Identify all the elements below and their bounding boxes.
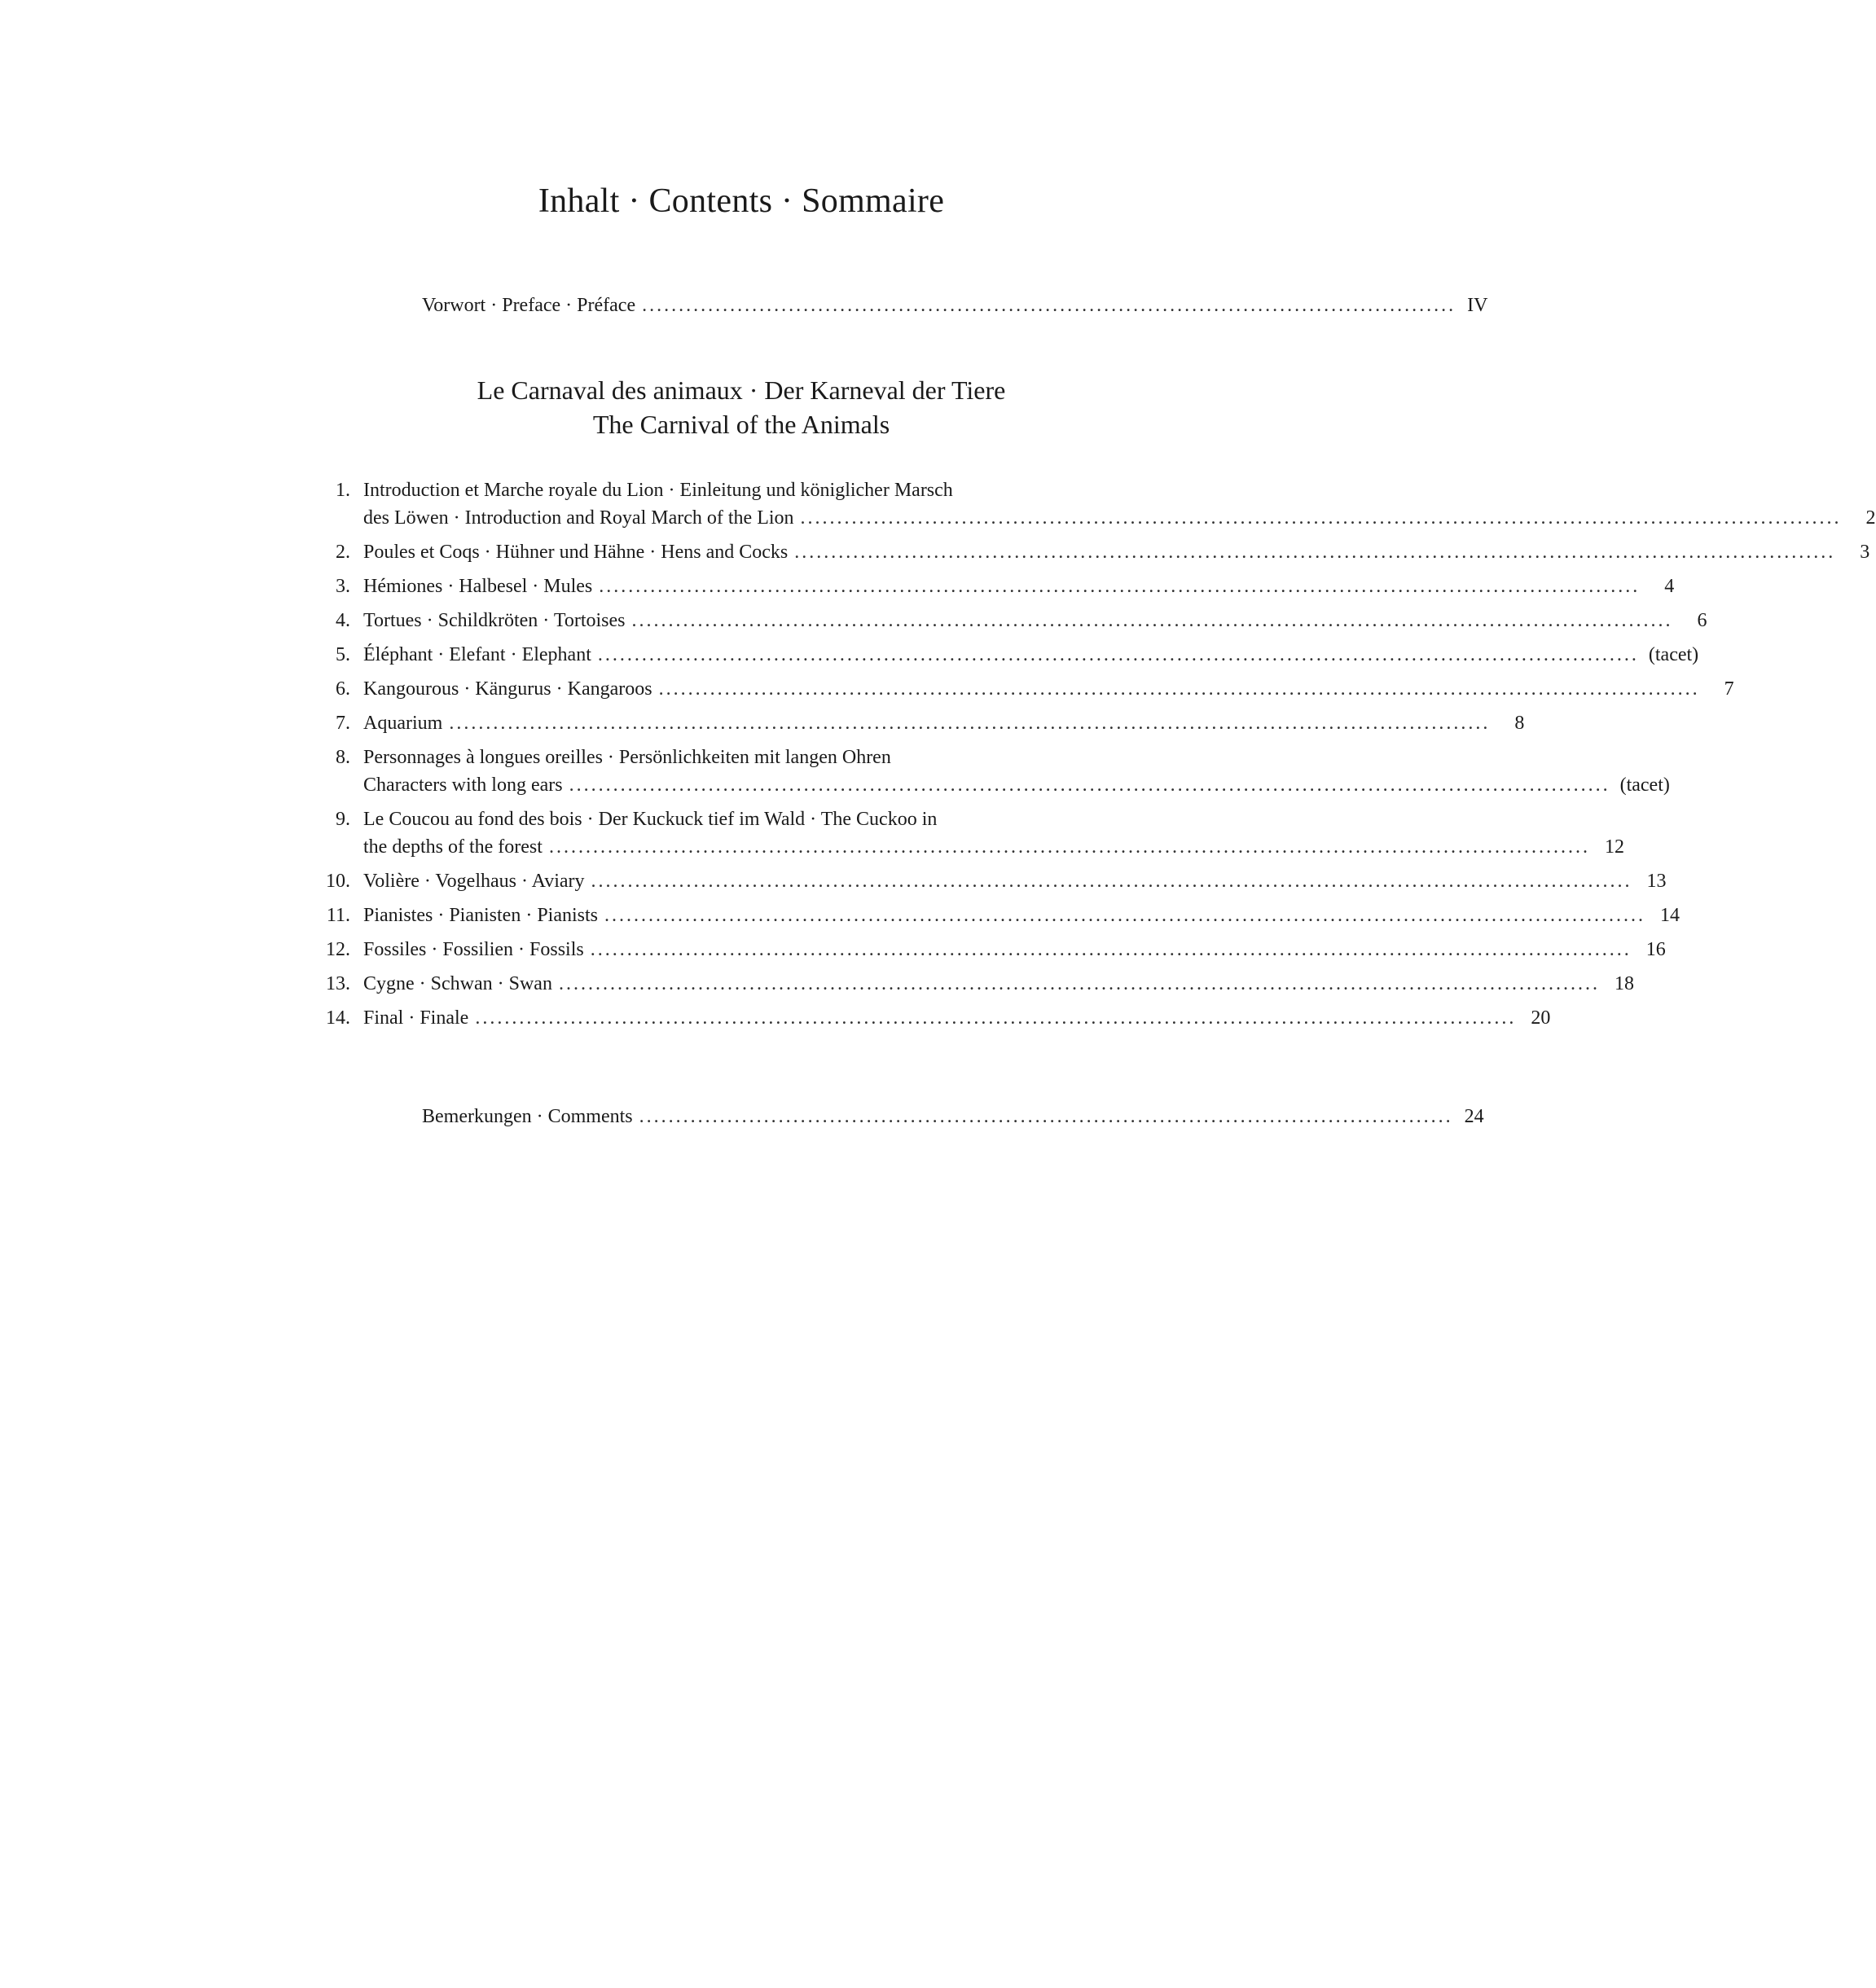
- toc-entry[interactable]: [310, 936, 1666, 963]
- toc-entry-page: 6: [1697, 610, 1707, 631]
- toc-entry-number: 4.: [336, 610, 350, 631]
- toc-entry-number: 2.: [336, 542, 350, 563]
- toc-entry-title: Personnages à longues oreilles · Persönlichkeiten mit langen Ohren: [363, 747, 891, 768]
- toc-entry-title: Fossiles · Fossilien · Fossils: [363, 939, 584, 960]
- toc-entry-number: 6.: [336, 678, 350, 700]
- dot-leader: ..............................................................................................................................................: [658, 678, 1700, 700]
- dot-leader: ..............................................................................................................................................: [800, 507, 1842, 529]
- toc-entry-title: Poules et Coqs · Hühner und Hähne · Hens and Cocks: [363, 542, 789, 563]
- toc-entry-number: 12.: [326, 939, 350, 960]
- work-title-line2: The Carnival of the Animals: [592, 410, 890, 439]
- toc-entry-row: [363, 538, 1869, 566]
- toc-entry-body: [363, 805, 1624, 861]
- toc-entry-row: [363, 641, 1698, 669]
- toc-entry-number: 7.: [336, 713, 350, 734]
- dot-leader: ...............................................................................................................: [639, 1106, 1453, 1127]
- toc-entry[interactable]: [310, 902, 1680, 929]
- toc-entry-page: 8: [1514, 713, 1525, 734]
- toc-entry-body: [363, 538, 1869, 566]
- toc-entry-body: [363, 744, 1670, 799]
- toc-comments-page: 24: [1464, 1106, 1484, 1127]
- toc-entry-row: [363, 902, 1680, 929]
- page-title: Inhalt · Contents · Sommaire: [538, 182, 945, 220]
- toc-entry-number: 3.: [336, 576, 350, 597]
- toc-entry-title: Final · Finale: [363, 1007, 469, 1029]
- dot-leader: ..............................................................................................................................................: [558, 973, 1600, 994]
- toc-entry-title: Volière · Vogelhaus · Aviary: [363, 871, 585, 892]
- toc-entry-page: 18: [1614, 973, 1634, 994]
- toc-entry-row: [363, 675, 1734, 703]
- toc-entry-title: Kangourous · Kängurus · Kangaroos: [363, 678, 652, 700]
- toc-entry-row: [363, 805, 1624, 833]
- toc-entry-page: 2: [1865, 507, 1876, 529]
- work-title: [0, 373, 1483, 441]
- toc-entry-row: [363, 573, 1674, 600]
- toc-comments[interactable]: [422, 1103, 1484, 1130]
- toc-entry[interactable]: [310, 476, 1876, 532]
- toc-entry-title-continued: Characters with long ears: [363, 775, 563, 796]
- toc-entry-row: [363, 1004, 1550, 1032]
- toc-entry-page: 13: [1646, 871, 1667, 892]
- toc-entry-body: [363, 867, 1667, 895]
- toc-entry[interactable]: [310, 573, 1675, 600]
- toc-entry-row: [363, 744, 1670, 771]
- toc-entry-title-continued: the depths of the forest: [363, 836, 543, 858]
- toc-entry-row: [363, 771, 1670, 799]
- toc-entry-page: 3: [1860, 542, 1870, 563]
- toc-entry[interactable]: [310, 867, 1667, 895]
- toc-entry-number: 9.: [336, 809, 350, 830]
- work-title-line1: Le Carnaval des animaux · Der Karneval der Tiere: [477, 375, 1006, 405]
- toc-entry-body: [363, 607, 1707, 634]
- toc-entry-page: 4: [1664, 576, 1675, 597]
- toc-entry-title: Introduction et Marche royale du Lion · Einleitung und königlicher Marsch: [363, 480, 953, 501]
- toc-entry-page: 12: [1604, 836, 1624, 858]
- toc-entry-body: [363, 1004, 1550, 1032]
- toc-entry-body: [363, 709, 1524, 737]
- toc-entry-title: Éléphant · Elefant · Elephant: [363, 644, 591, 665]
- toc-entry-title: Cygne · Schwan · Swan: [363, 973, 552, 994]
- toc-entry[interactable]: [310, 675, 1734, 703]
- toc-entry-title: Hémiones · Halbesel · Mules: [363, 576, 593, 597]
- dot-leader: ..............................................................................................................................................: [548, 836, 1590, 858]
- toc-preface-title: Vorwort · Preface · Préface: [422, 295, 636, 316]
- toc-entry-title: Pianistes · Pianisten · Pianists: [363, 905, 598, 926]
- toc-entry-body: [363, 936, 1666, 963]
- dot-leader: ..............................................................................................................................................: [597, 644, 1639, 665]
- toc-entry-body: [363, 573, 1674, 600]
- toc-entry-row: [363, 867, 1667, 895]
- toc-entry[interactable]: [310, 1004, 1551, 1032]
- toc-entry[interactable]: [310, 970, 1634, 998]
- toc-entry-number: 14.: [326, 1007, 350, 1029]
- toc-entry-page: 7: [1724, 678, 1734, 700]
- toc-entry-body: [363, 641, 1698, 669]
- dot-leader: ..............................................................................................................................................: [590, 939, 1632, 960]
- toc-entry-title: Tortues · Schildkröten · Tortoises: [363, 610, 626, 631]
- toc-entry-page: (tacet): [1648, 644, 1699, 665]
- toc-preface[interactable]: [422, 292, 1488, 319]
- toc-entry-page: 16: [1645, 939, 1666, 960]
- dot-leader: ..............................................................................................................................................: [631, 610, 1673, 631]
- toc-entry-title-continued: des Löwen · Introduction and Royal March of the Lion: [363, 507, 794, 529]
- toc-entry-row: [363, 833, 1624, 861]
- toc-entry[interactable]: [310, 744, 1670, 799]
- toc-entry-number: 8.: [336, 747, 350, 768]
- dot-leader: ..............................................................................................................................................: [449, 713, 1491, 734]
- toc-entry-number: 1.: [336, 480, 350, 501]
- toc-entry[interactable]: [310, 607, 1707, 634]
- toc-entry-row: [363, 607, 1707, 634]
- toc-entry-page: 20: [1531, 1007, 1551, 1029]
- toc-entry-number: 5.: [336, 644, 350, 665]
- dot-leader: ..............................................................................................................................................: [604, 905, 1645, 926]
- dot-leader: ..............................................................................................................................................: [591, 871, 1632, 892]
- toc-entry-body: [363, 476, 1876, 532]
- toc-entry-body: [363, 675, 1734, 703]
- toc-entry-body: [363, 902, 1680, 929]
- toc-entry-title: Aquarium: [363, 713, 443, 734]
- toc-entry[interactable]: [310, 538, 1870, 566]
- toc-entry-row: [363, 476, 1876, 504]
- toc-entry[interactable]: [310, 641, 1699, 669]
- toc-entry-number: 11.: [326, 905, 350, 926]
- dot-leader: ..............................................................................................................................................: [569, 775, 1610, 796]
- toc-entry-title: Le Coucou au fond des bois · Der Kuckuck tief im Wald · The Cuckoo in: [363, 809, 938, 830]
- toc-entry-page: 14: [1660, 905, 1680, 926]
- toc-comments-title: Bemerkungen · Comments: [422, 1106, 633, 1127]
- toc-entry-row: [363, 709, 1524, 737]
- dot-leader: ..............................................................................................................................................: [599, 576, 1641, 597]
- dot-leader: ..............................................................................................................................................: [475, 1007, 1517, 1029]
- toc-entry-number: 10.: [326, 871, 350, 892]
- toc-entry-row: [363, 936, 1666, 963]
- toc-entry-body: [363, 970, 1634, 998]
- toc-entry-row: [363, 970, 1634, 998]
- toc-entry-page: (tacet): [1619, 775, 1670, 796]
- toc-entry-number: 13.: [326, 973, 350, 994]
- toc-entry-row: [363, 504, 1876, 532]
- toc-preface-page: IV: [1467, 295, 1488, 316]
- toc-list: [310, 476, 1876, 1038]
- toc-entry[interactable]: [310, 805, 1624, 861]
- dot-leader: ...............................................................................................................: [642, 295, 1456, 316]
- dot-leader: ..............................................................................................................................................: [794, 542, 1836, 563]
- toc-entry[interactable]: [310, 709, 1525, 737]
